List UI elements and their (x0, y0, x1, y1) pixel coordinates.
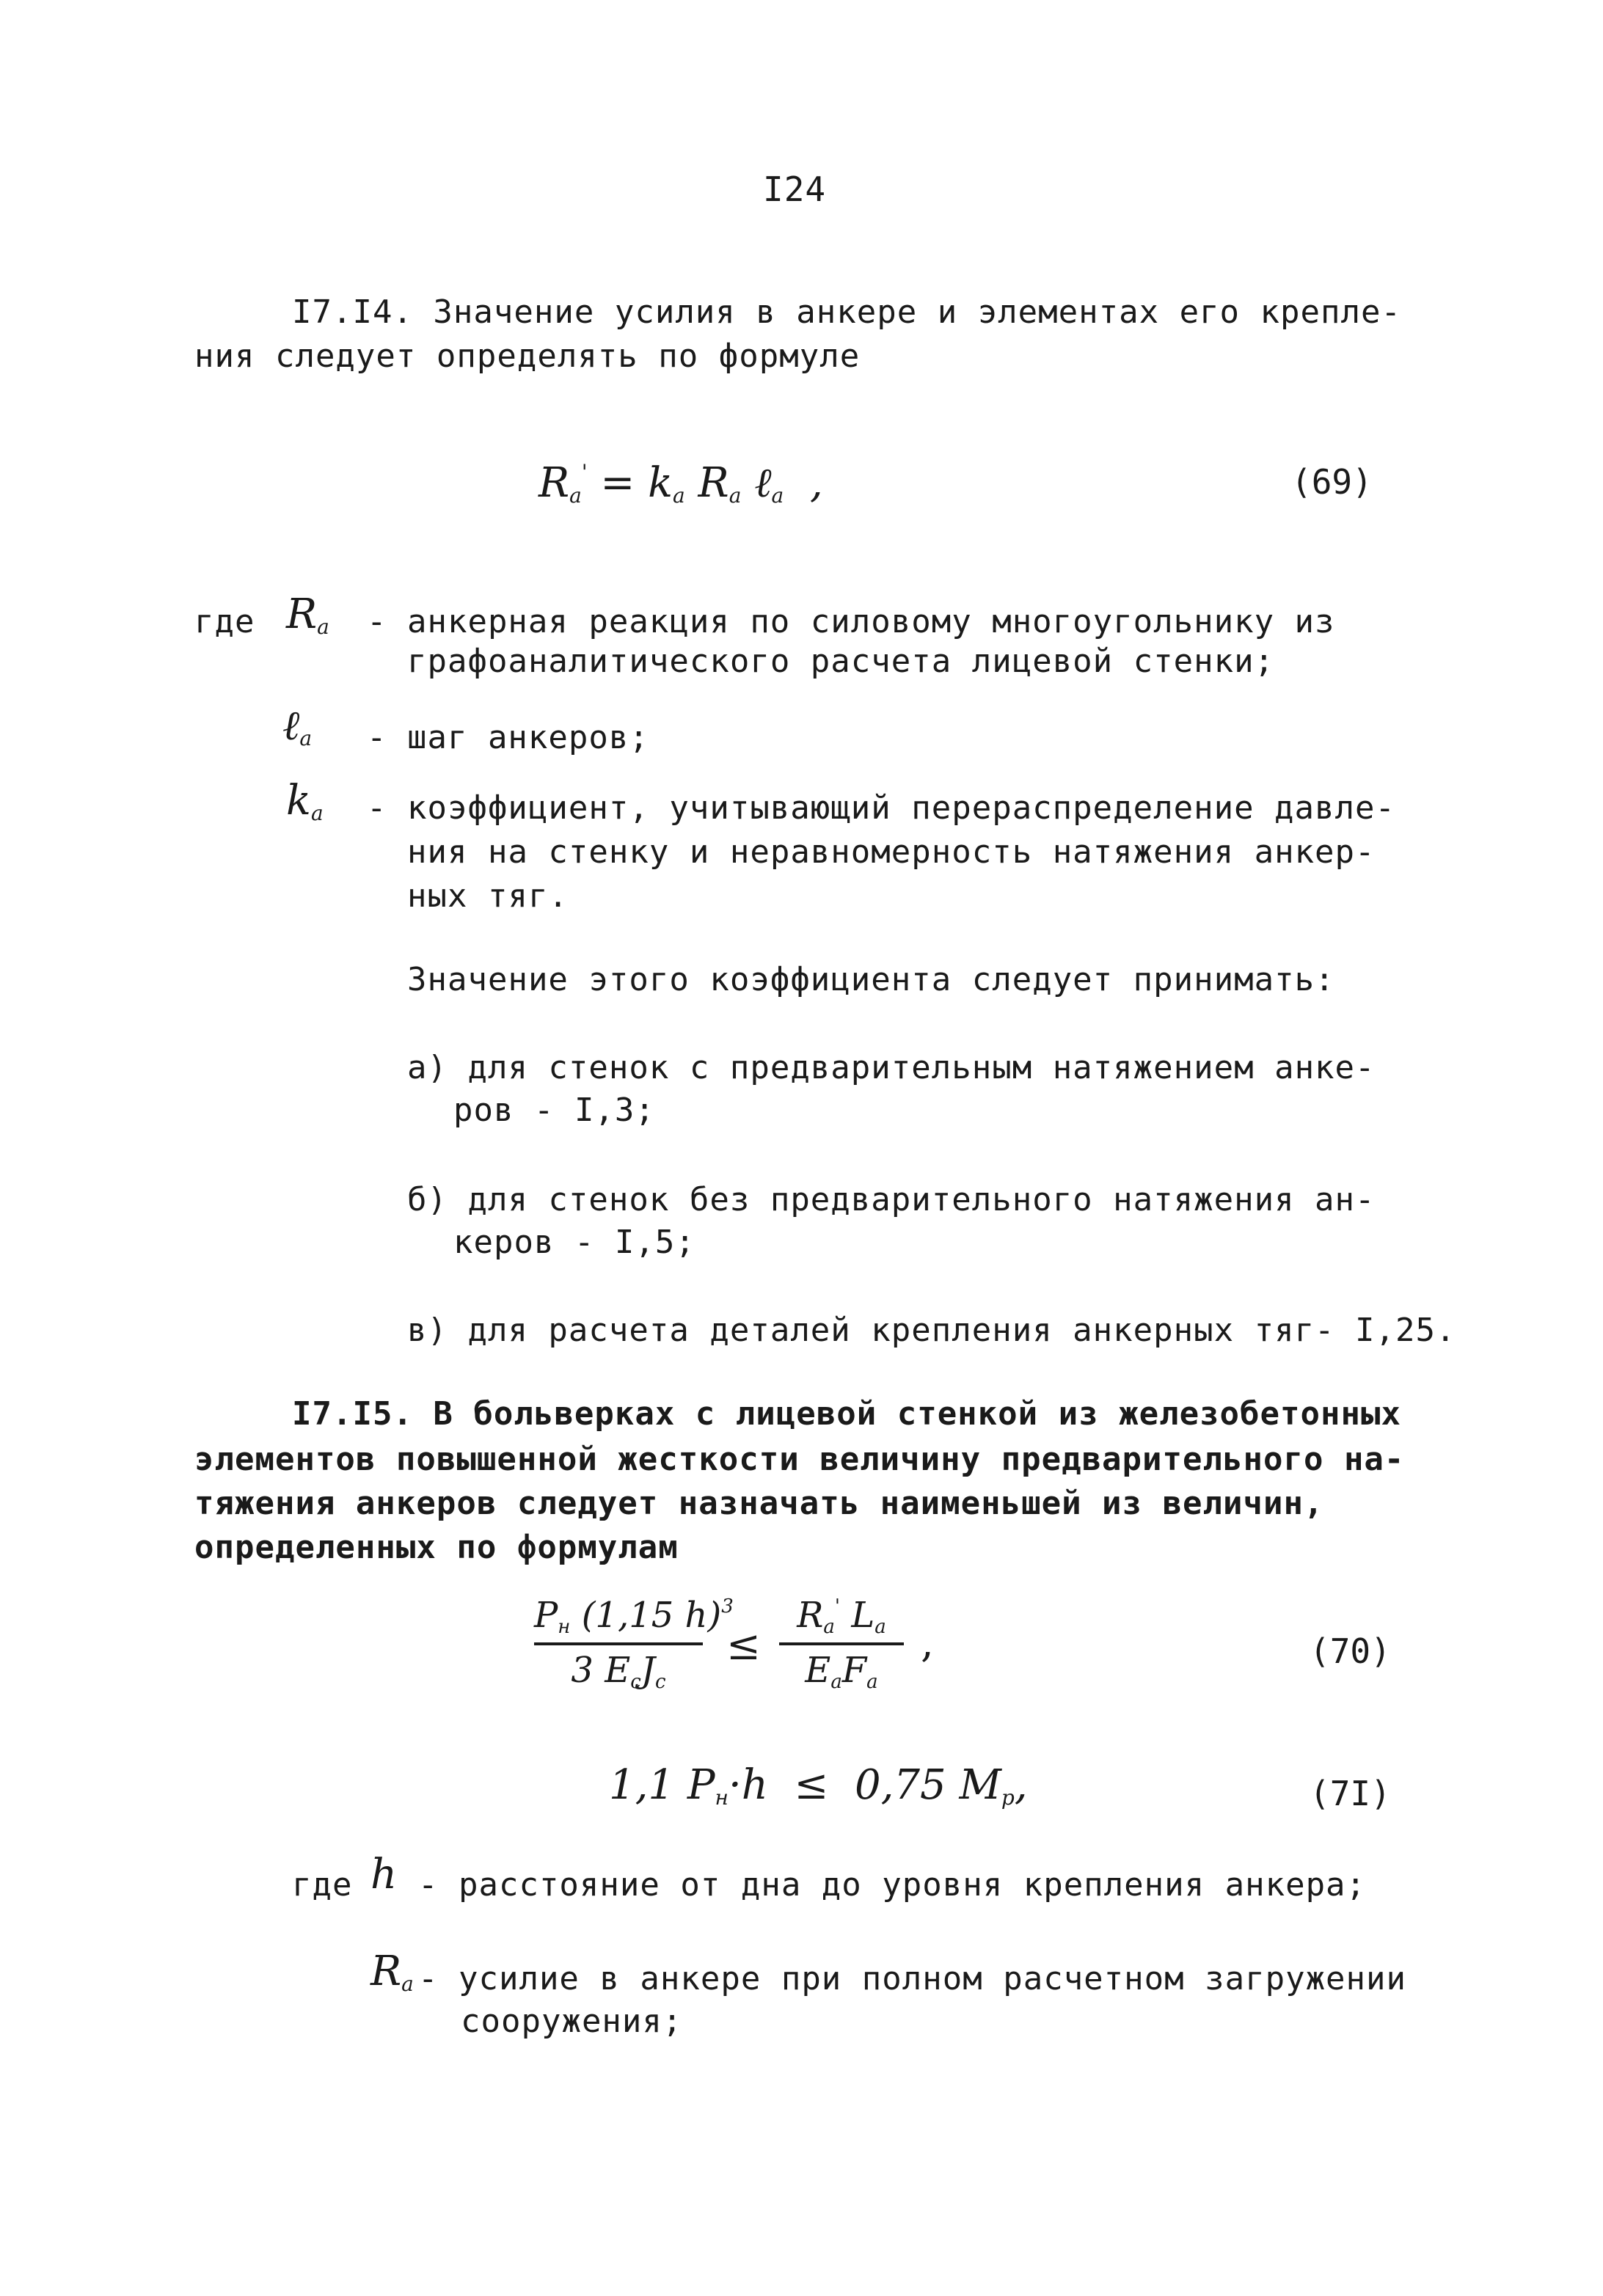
k-a-definition-line-2: ния на стенку и неравномерность натяжения анкер- (407, 833, 1376, 871)
item-v-line-1: в) для расчета деталей крепления анкерных тяг- I,25. (407, 1312, 1456, 1349)
symbol-r-a-2: $R_a$ (370, 1948, 414, 1996)
coefficient-intro: Значение этого коэффициента следует принимать: (407, 961, 1335, 998)
r-a-2-definition-line-1: - усилие в анкере при полном расчетном загружении (418, 1960, 1407, 1997)
where-label-1: где (194, 603, 255, 640)
formula-70-less-equal: ≤ (726, 1622, 761, 1670)
formula-71-label: (7I) (1310, 1774, 1391, 1813)
section-17-15-line-2: элементов повышенной жесткости величину предварительного на- (194, 1441, 1405, 1478)
r-a-definition-line-1: - анкерная реакция по силовому многоугольнику из (367, 603, 1335, 640)
formula-70-comma: , (921, 1619, 934, 1667)
h-definition: - расстояние от дна до уровня крепления анкера; (418, 1866, 1367, 1904)
item-a-line-1: а) для стенок с предварительным натяжением анке- (407, 1049, 1376, 1086)
formula-71: 1,1 $P_н\cdot h \le 0,75$ $M_p$, (609, 1761, 1028, 1810)
formula-69-label: (69) (1291, 462, 1373, 502)
page-number: I24 (763, 169, 827, 209)
item-b-line-1: б) для стенок без предварительного натяжения ан- (407, 1181, 1376, 1218)
where-label-2: где (292, 1866, 353, 1904)
symbol-k-a: $k_a$ (286, 777, 324, 825)
symbol-h: h (370, 1851, 398, 1898)
section-17-15-line-1: I7.I5. В больверках с лицевой стенкой из железобетонных (292, 1395, 1401, 1433)
k-a-definition-line-3: ных тяг. (407, 877, 569, 915)
section-17-14-line-1: I7.I4. Значение усилия в анкере и элементах его крепле- (292, 293, 1401, 331)
k-a-definition-line-1: - коэффициент, учитывающий перераспределение давле- (367, 789, 1396, 827)
item-b-line-2: керов - I,5; (453, 1224, 695, 1261)
symbol-l-a: ℓ$_a$ (282, 702, 313, 750)
symbol-r-a: $R_a$ (286, 591, 329, 639)
formula-69: $R_a' = k_a$ $R_a$ ℓ$_a$ , (538, 459, 823, 508)
section-17-14-line-2: ния следует определять по формуле (194, 337, 861, 375)
section-17-15-line-4: определенных по формулам (194, 1529, 679, 1566)
formula-70-right-fraction: $R_a'$ $L_a$ $E_aF_a$ (779, 1595, 904, 1693)
r-a-2-definition-line-2: сооружения; (461, 2003, 683, 2040)
l-a-definition: - шаг анкеров; (367, 719, 649, 756)
formula-70-left-fraction: $P_н$ (1,15 h)$^3$ 3 $E_cJ_c$ (534, 1595, 734, 1693)
section-17-15-line-3: тяжения анкеров следует назначать наименьшей из величин, (194, 1485, 1324, 1522)
item-a-line-2: ров - I,3; (453, 1092, 655, 1129)
r-a-definition-line-2: графоаналитического расчета лицевой стенки; (407, 643, 1275, 680)
formula-70-label: (70) (1310, 1631, 1391, 1671)
